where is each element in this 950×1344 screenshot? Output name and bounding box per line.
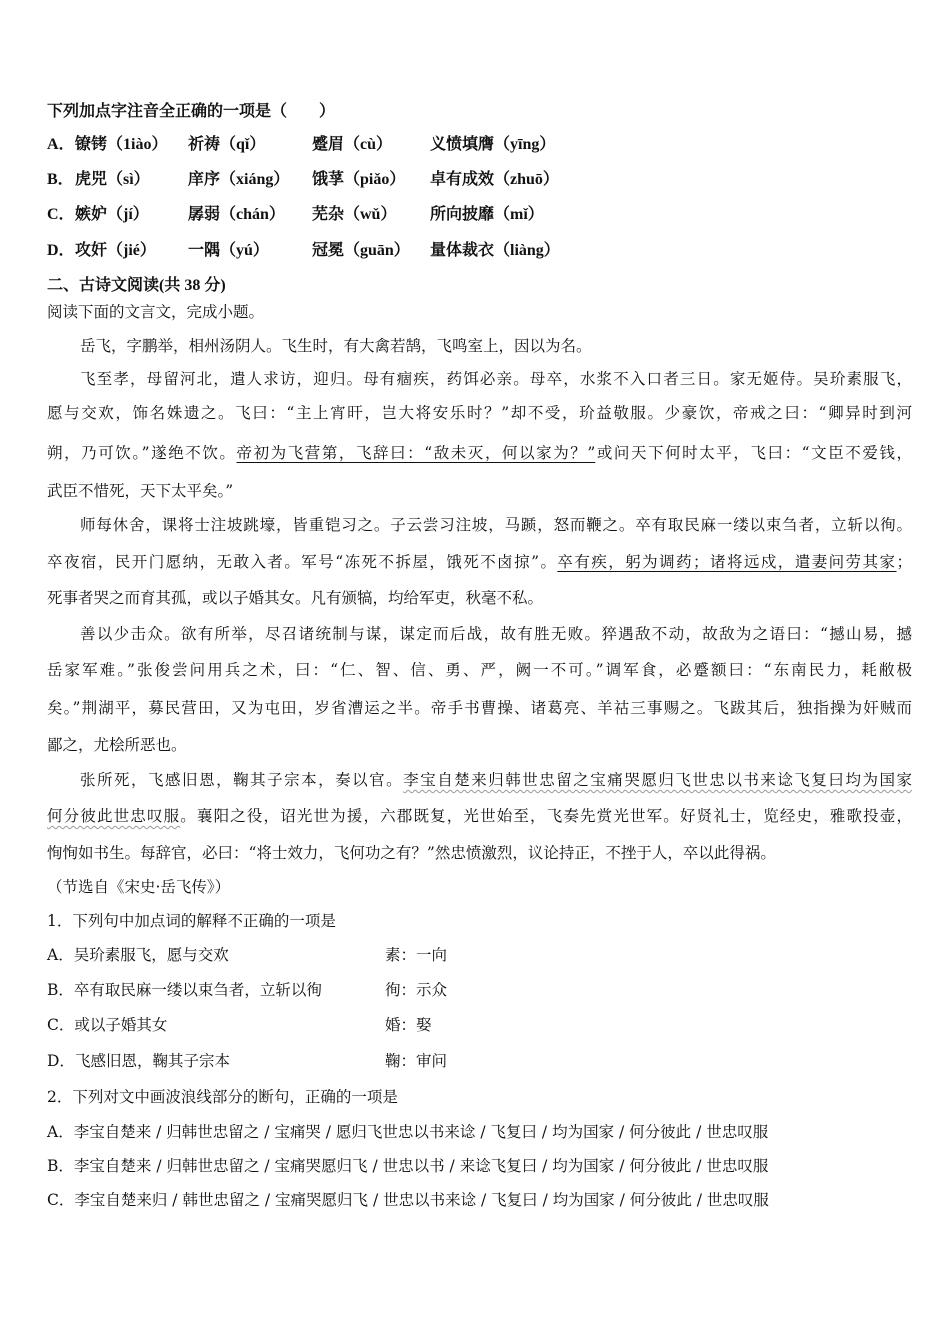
option-item: 镣铐（1iào） (75, 136, 168, 153)
option-item: 芜杂（wǔ） (312, 206, 397, 223)
option-item: 蹙眉（cù） (312, 136, 393, 153)
passage-text: ； (896, 553, 912, 571)
passage-line (47, 481, 233, 501)
option-gloss: 素：一向 (385, 946, 448, 964)
option-item: 义愤填膺（yīng） (430, 136, 556, 153)
option-item: 饿莩（piǎo） (312, 171, 406, 188)
option-label: B． (47, 1157, 74, 1175)
option-item: 量体裁衣（liàng） (430, 242, 560, 259)
option-row (47, 980, 448, 1000)
passage-text: 鄙之，尤桧所恶也。 (47, 736, 187, 754)
passage-line (47, 588, 543, 608)
question-stem: 下列加点字注音全正确的一项是（ ） (47, 103, 336, 120)
passage-text: 飞至孝，母留河北，遣人求访，迎归。母有痼疾，药饵必亲。母卒，水浆不入口者三日。家无姬侍。吴玠素服飞， (80, 370, 912, 388)
option-item: 庠序（xiáng） (188, 171, 290, 188)
option-item: 所向披靡（mǐ） (430, 206, 544, 223)
option-gloss: 鞠：审问 (385, 1052, 448, 1070)
option-label: C． (47, 1016, 75, 1034)
option-label: C． (47, 1191, 75, 1209)
passage-text: 岳家军难。”张俊尝问用兵之术，曰：“仁、智、信、勇、严，阙一不可。”调军食，必蹙额曰：“东南民力，耗敝极 (47, 661, 912, 679)
passage-text: 矣。”荆湖平，募民营田，又为屯田，岁省漕运之半。帝手书曹操、诸葛亮、羊祜三事赐之。飞跋其后，独指操为奸贼而 (47, 699, 912, 717)
passage-line (80, 770, 912, 790)
passage-text: 死事者哭之而育其孤，或以子婚其女。凡有颁犒，均给军吏，秋毫不私。 (47, 589, 544, 607)
option-item: 祈祷（qǐ） (188, 136, 266, 153)
passage-line (47, 806, 912, 826)
option-row (47, 1015, 432, 1035)
passage-line (47, 403, 912, 423)
option-text: 李宝自楚来 / 归韩世忠留之 / 宝痛哭 / 愿归飞世忠以书来谂 / 飞复曰 / 均为国家 / 何分彼此 / 世忠叹服 (73, 1123, 769, 1141)
option-item: 虎兕（sì） (75, 171, 150, 188)
passage-text: 。襄阳之役，诏光世为援，六郡既复，光世始至，飞奏先赏光世军。好贤礼士，览经史，雅歌投壶， (180, 807, 912, 825)
option-row (47, 170, 647, 190)
wavy-underlined-text: 何分彼此世忠叹服 (47, 807, 181, 825)
option-row (47, 241, 647, 261)
option-label: D． (47, 242, 75, 259)
passage-text: 愿与交欢，饰名姝遗之。飞曰：“主上宵旰，岂大将安乐时？”却不受，玠益敬服。少豪饮，帝戒之曰：“卿异时到河 (47, 404, 912, 422)
question-stem: 1．下列句中加点词的解释不正确的一项是 (47, 912, 336, 930)
source-citation: （节选自《宋史·岳飞传》） (47, 878, 231, 896)
passage-line (47, 660, 912, 680)
passage-line (47, 735, 187, 755)
passage-text: 卒夜宿，民开门愿纳，无敢入者。军号“冻死不拆屋，饿死不卤掠”。 (47, 553, 558, 571)
passage-text: 师每休舍，课将士注坡跳壕，皆重铠习之。子云尝习注坡，马踬，怒而鞭之。卒有取民麻一缕以束刍者，立斩以徇。 (80, 516, 912, 534)
option-label: D． (47, 1052, 75, 1070)
option-row (47, 1190, 769, 1210)
section-heading: 二、古诗文阅读(共 38 分) (47, 277, 226, 294)
passage-line (80, 624, 912, 644)
option-item: 冠冕（guān） (312, 242, 410, 259)
wavy-underlined-text: 李宝自楚来归韩世忠留之宝痛哭愿归飞世忠以书来谂飞复曰均为国家 (403, 771, 912, 789)
option-text: 李宝自楚来归 / 韩世忠留之 / 宝痛哭愿归飞 / 世忠以书来谂 / 飞复曰 / 均为国家 / 何分彼此 / 世忠叹服 (74, 1191, 769, 1209)
option-label: B． (47, 171, 74, 188)
option-label: B． (47, 981, 74, 999)
option-item: 一隅（yú） (188, 242, 269, 259)
option-label: A． (47, 1123, 74, 1141)
option-text: 或以子婚其女 (74, 1016, 168, 1034)
passage-line (47, 843, 776, 863)
option-item: 孱弱（chán） (188, 206, 285, 223)
option-row (47, 135, 647, 155)
option-row (47, 945, 448, 965)
underlined-text: 帝初为飞营第，飞辞曰：“敌未灭，何以家为？” (236, 444, 596, 462)
passage-text: 张所死，飞感旧恩，鞠其子宗本，奏以官。 (80, 771, 404, 789)
instruction-text: 阅读下面的文言文，完成小题。 (47, 303, 265, 321)
option-item: 卓有成效（zhuō） (430, 171, 559, 188)
question-stem: 2．下列对文中画波浪线部分的断句，正确的一项是 (47, 1088, 398, 1106)
passage-text: 武臣不惜死，天下太平矣。” (47, 482, 234, 500)
passage-line (80, 369, 912, 389)
option-text: 吴玠素服飞，愿与交欢 (73, 946, 229, 964)
option-gloss: 徇：示众 (385, 981, 448, 999)
option-item: 嫉妒（jí） (75, 206, 149, 223)
passage-line (47, 698, 912, 718)
option-row (47, 205, 647, 225)
option-text: 卒有取民麻一缕以束刍者，立斩以徇 (73, 981, 322, 999)
option-row (47, 1051, 448, 1071)
option-label: A． (47, 946, 74, 964)
option-text: 李宝自楚来 / 归韩世忠留之 / 宝痛哭愿归飞 / 世忠以书 / 来谂飞复曰 / 均为国家 / 何分彼此 / 世忠叹服 (73, 1157, 769, 1175)
option-gloss: 婚：娶 (385, 1016, 432, 1034)
option-item: 攻奸（jié） (75, 242, 156, 259)
option-text: 飞感旧恩，鞠其子宗本 (74, 1052, 230, 1070)
passage-line (80, 515, 912, 535)
passage-text: 岳飞，字鹏举，相州汤阴人。飞生时，有大禽若鹄，飞鸣室上，因以为名。 (80, 337, 592, 355)
option-label: C． (47, 206, 75, 223)
passage-text: 恂恂如书生。每辞官，必曰：“将士效力，飞何功之有？”然忠愤激烈，议论持正，不挫于人，卒以此得祸。 (47, 844, 776, 862)
option-row (47, 1156, 768, 1176)
passage-line (47, 443, 912, 463)
option-label: A． (47, 136, 75, 153)
underlined-text: 卒有疾，躬为调药；诸将远戍，遣妻问劳其家 (557, 553, 897, 571)
passage-text: 善以少击众。欲有所举，尽召诸统制与谋，谋定而后战，故有胜无败。猝遇敌不动，故敌为之语曰：“撼山易，撼 (80, 625, 912, 643)
option-row (47, 1122, 768, 1142)
passage-text: 朔，乃可饮。”遂绝不饮。 (47, 444, 237, 462)
passage-line (80, 336, 592, 356)
passage-text: 或问天下何时太平，飞曰：“文臣不爱钱， (595, 444, 912, 462)
passage-line (47, 552, 912, 572)
